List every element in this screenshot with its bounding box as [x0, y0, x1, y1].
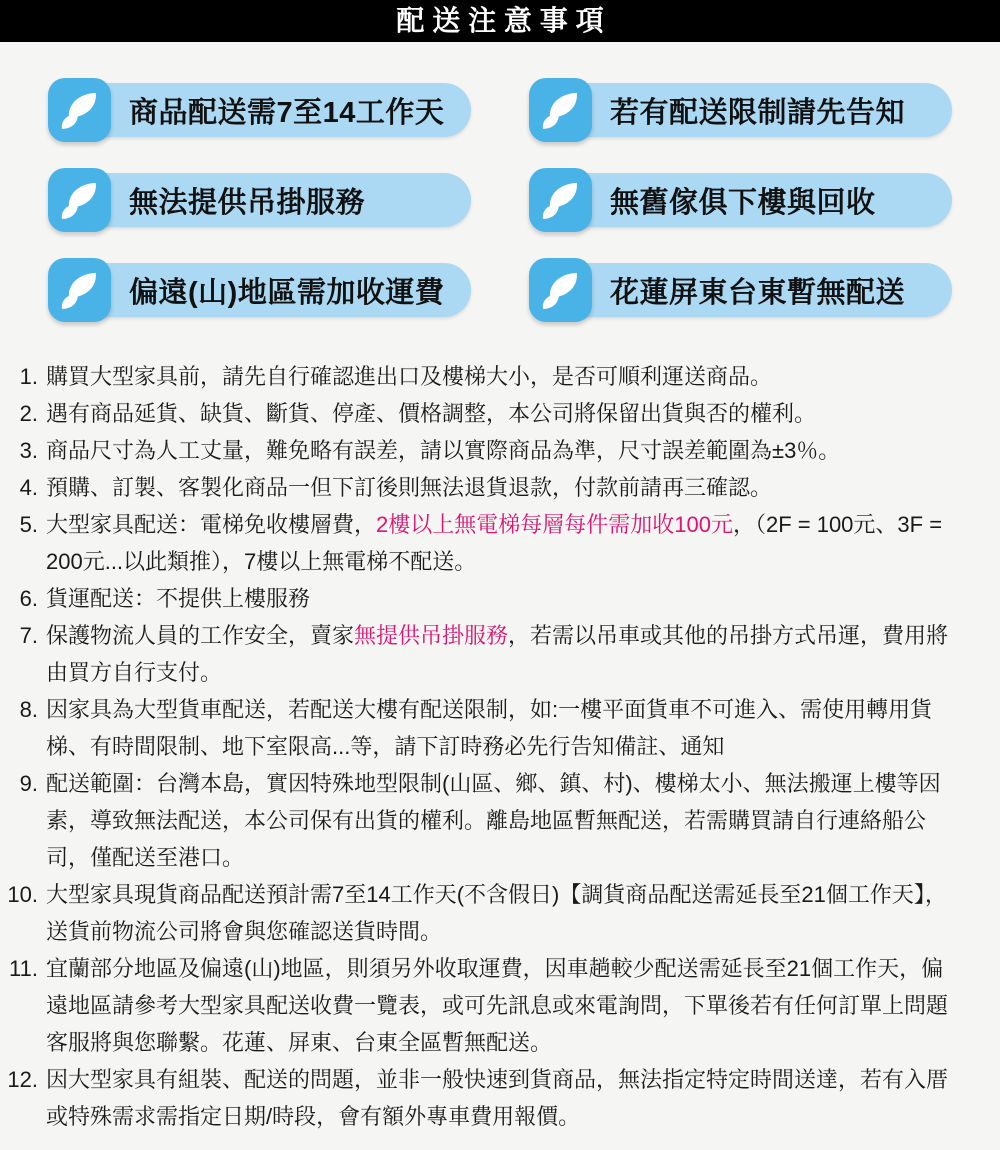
note-text: [46, 950, 960, 1061]
note-item: [6, 395, 960, 432]
note-number: 10.: [7, 882, 38, 907]
note-segment: 商品尺寸為人工丈量，難免略有誤差，請以實際商品為準，尺寸誤差範圍為±3％。: [46, 438, 841, 463]
note-text: [46, 506, 960, 580]
delivery-badge-3: [48, 168, 471, 232]
leaf-icon: [529, 258, 592, 322]
note-item: [6, 617, 960, 691]
badge-pill: [74, 173, 471, 227]
note-item: [6, 358, 960, 395]
note-item: [6, 432, 960, 469]
note-segment: 因家具為大型貨車配送，若配送大樓有配送限制，如:一樓平面貨車不可進入、需使用轉用貨梯、有時間限制、地下室限高...等，請下訂時務必先行告知備註、通知: [46, 697, 933, 759]
leaf-icon: [48, 258, 111, 322]
note-text: [46, 395, 960, 432]
page-header: [0, 0, 1000, 42]
note-segment: ，（2F = 100元、3F = 200元...以此類推），7樓以上無電梯不配送。: [46, 512, 943, 574]
page-title: 配送注意事項: [396, 5, 612, 36]
note-segment: 大型家具現貨商品配送預計需7至14工作天(不含假日)【調貨商品配送需延長至21個工作天】，送貨前物流公司將會與您確認送貨時間。: [46, 882, 947, 944]
badge-label: 偏遠(山)地區需加收運費: [129, 276, 445, 309]
note-item: [6, 765, 960, 876]
badge-label: 商品配送需7至14工作天: [129, 96, 445, 129]
note-segment: 宜蘭部分地區及偏遠(山)地區，則須另外收取運費，因車趟較少配送需延長至21個工作天，偏遠地區請參考大型家具配送收費一覽表，或可先訊息或來電詢問，下單後若有任何訂單上問題客服將與您聯繫。花蓮、屏東、台東全區暫無配送。: [46, 956, 949, 1055]
note-number: 11.: [9, 956, 38, 981]
note-text: [46, 1061, 960, 1135]
note-text: [46, 765, 960, 876]
note-text: [46, 432, 960, 469]
badge-pill: [555, 83, 952, 137]
note-number: 6.: [19, 586, 38, 611]
delivery-badge-1: [48, 78, 471, 142]
delivery-badge-4: [529, 168, 952, 232]
note-segment: 因大型家具有組裝、配送的問題，並非一般快速到貨商品，無法指定特定時間送達，若有入厝或特殊需求需指定日期/時段，會有額外專車費用報價。: [46, 1067, 949, 1129]
badge-pill: [74, 83, 471, 137]
note-segment: ，若需以吊車或其他的吊掛方式吊運，費用將由買方自行支付。: [46, 623, 949, 685]
note-item: [6, 1061, 960, 1135]
note-text: [46, 876, 960, 950]
note-highlight: 2樓以上無電梯每層每件需加收100元: [376, 512, 733, 537]
note-item: [6, 580, 960, 617]
note-segment: 貨運配送：不提供上樓服務: [46, 586, 311, 611]
badge-pill: [555, 173, 952, 227]
note-text: [46, 469, 960, 506]
note-item: [6, 876, 960, 950]
note-text: [46, 358, 960, 395]
note-text: [46, 691, 960, 765]
badge-grid: [0, 42, 1000, 322]
note-number: 3.: [19, 438, 38, 463]
note-item: [6, 691, 960, 765]
badge-label: 花蓮屏東台東暫無配送: [610, 276, 906, 309]
note-number: 7.: [19, 623, 38, 648]
note-segment: 大型家具配送：電梯免收樓層費，: [46, 512, 377, 537]
note-number: 1.: [19, 364, 38, 389]
note-segment: 預購、訂製、客製化商品一但下訂後則無法退貨退款，付款前請再三確認。: [46, 475, 773, 500]
delivery-badge-6: [529, 258, 952, 322]
note-number: 12.: [7, 1067, 38, 1092]
note-number: 8.: [19, 697, 38, 722]
note-number: 5.: [19, 512, 38, 537]
note-number: 9.: [19, 771, 38, 796]
delivery-badge-2: [529, 78, 952, 142]
note-item: [6, 506, 960, 580]
note-segment: 購買大型家具前，請先自行確認進出口及樓梯大小，是否可順利運送商品。: [46, 364, 773, 389]
badge-pill: [555, 263, 952, 317]
note-text: [46, 580, 960, 617]
note-highlight: 無提供吊掛服務: [354, 623, 509, 648]
note-text: [46, 617, 960, 691]
leaf-icon: [529, 168, 592, 232]
notes-list: [6, 358, 960, 1135]
delivery-badge-5: [48, 258, 471, 322]
note-item: [6, 950, 960, 1061]
note-item: [6, 469, 960, 506]
leaf-icon: [48, 168, 111, 232]
badge-label: 無法提供吊掛服務: [129, 186, 366, 219]
note-number: 2.: [19, 401, 38, 426]
badge-pill: [74, 263, 471, 317]
note-segment: 遇有商品延貨、缺貨、斷貨、停產、價格調整，本公司將保留出貨與否的權利。: [46, 401, 817, 426]
badge-label: 若有配送限制請先告知: [610, 96, 906, 129]
note-segment: 配送範圍：台灣本島，實因特殊地型限制(山區、鄉、鎮、村)、樓梯太小、無法搬運上樓等因素，導致無法配送，本公司保有出貨的權利。離島地區暫無配送，若需購買請自行連絡船公司，僅配送至港口。: [46, 771, 941, 870]
note-segment: 保護物流人員的工作安全，賣家: [46, 623, 355, 648]
badge-label: 無舊傢俱下樓與回收: [610, 186, 876, 219]
leaf-icon: [529, 78, 592, 142]
leaf-icon: [48, 78, 111, 142]
note-number: 4.: [19, 475, 38, 500]
